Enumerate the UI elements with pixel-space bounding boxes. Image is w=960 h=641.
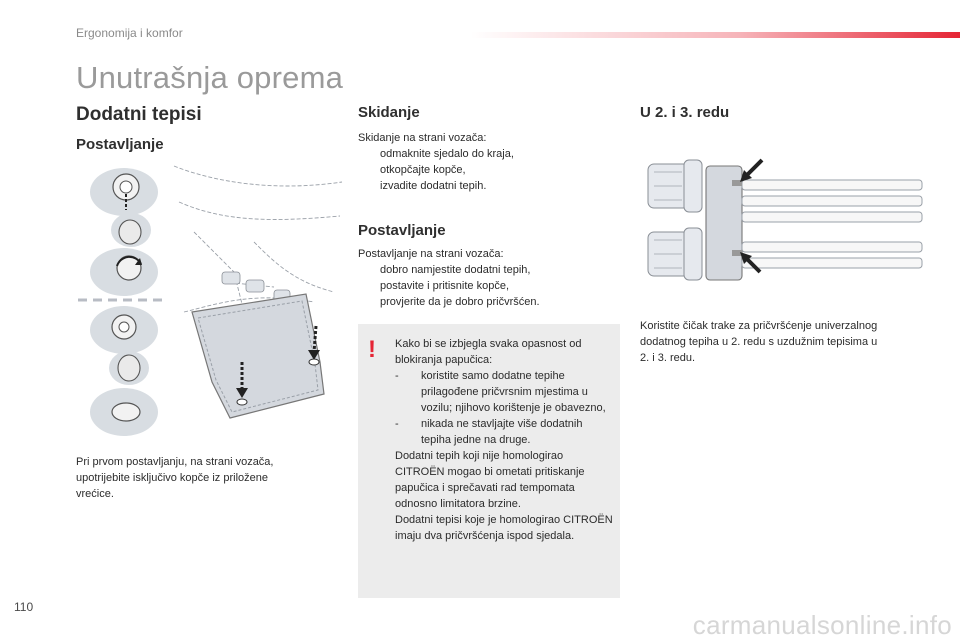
longitudinal-mats bbox=[742, 180, 922, 268]
header-accent-bar bbox=[470, 32, 960, 38]
warning-icon: ! bbox=[368, 336, 376, 363]
col3-caption: Koristite čičak trake za pričvršćenje univerzalnog dodatnog tepiha u 2. redu s uzdužnim tepisima u 2. i 3. redu. bbox=[640, 320, 878, 364]
warning-text bbox=[395, 336, 615, 544]
clip-step-5-icon bbox=[109, 351, 149, 385]
watermark: carmanualsonline.info bbox=[692, 610, 952, 640]
removal-steps bbox=[358, 146, 608, 194]
list-item: odmaknite sjedalo do kraja, bbox=[380, 148, 514, 160]
rear-seats-illustration bbox=[644, 156, 924, 286]
col1-caption: Pri prvom postavljanju, na strani vozača, upotrijebite isključivo kopče iz priložene vrećice. bbox=[76, 456, 274, 500]
heading-dodatni-tepisi: Dodatni tepisi bbox=[76, 104, 202, 125]
warning-note-2: Dodatni tepisi koje je homologirao CITROËN imaju dva pričvršćenja ispod sjedala. bbox=[395, 514, 613, 542]
clip-step-6-icon bbox=[90, 388, 158, 436]
install-steps bbox=[358, 262, 608, 310]
heading-2-3-red: U 2. i 3. redu bbox=[640, 104, 730, 121]
floor-mat-illustration bbox=[74, 162, 344, 444]
list-item: izvadite dodatni tepih. bbox=[380, 180, 487, 192]
list-item: dobro namjestite dodatni tepih, bbox=[380, 264, 531, 276]
heading-skidanje: Skidanje bbox=[358, 104, 420, 121]
install-intro: Postavljanje na strani vozača: bbox=[358, 248, 504, 260]
list-item: - nikada ne stavljajte više dodatnih tepiha jedne na druge. bbox=[395, 418, 583, 446]
arrow-icon bbox=[740, 160, 762, 182]
removal-block bbox=[358, 130, 608, 194]
list-item: otkopčajte kopče, bbox=[380, 164, 466, 176]
seat-icon bbox=[648, 228, 702, 280]
warning-note-1: Dodatni tepih koji nije homologirao CITROËN mogao bi ometati pritiskanje papučica i sprečavati rad tempomata odnosno limitatora brzine. bbox=[395, 450, 585, 510]
install-block bbox=[358, 246, 608, 310]
page-title: Unutrašnja oprema bbox=[76, 60, 344, 95]
subheading-postavljanje: Postavljanje bbox=[76, 136, 164, 153]
list-item: postavite i pritisnite kopče, bbox=[380, 280, 510, 292]
dash-icon: - bbox=[395, 370, 399, 382]
list-item: - koristite samo dodatne tepihe prilagođene pričvrsnim mjestima u vozilu; njihovo korištenje je obavezno, bbox=[395, 370, 606, 414]
heading-postavljanje-2: Postavljanje bbox=[358, 222, 446, 239]
removal-intro: Skidanje na strani vozača: bbox=[358, 132, 487, 144]
page-number: 110 bbox=[14, 600, 34, 614]
section-label: Ergonomija i komfor bbox=[76, 26, 183, 40]
seat-icon bbox=[648, 160, 702, 212]
warning-intro: Kako bi se izbjegla svaka opasnost od blokiranja papučica: bbox=[395, 338, 582, 366]
clip-step-2-icon bbox=[111, 213, 151, 247]
clip-step-3-icon bbox=[90, 248, 158, 296]
clip-step-4-icon bbox=[90, 306, 158, 354]
dash-icon: - bbox=[395, 418, 399, 430]
clip-step-1-icon bbox=[90, 168, 158, 216]
list-item: provjerite da je dobro pričvršćen. bbox=[380, 296, 540, 308]
